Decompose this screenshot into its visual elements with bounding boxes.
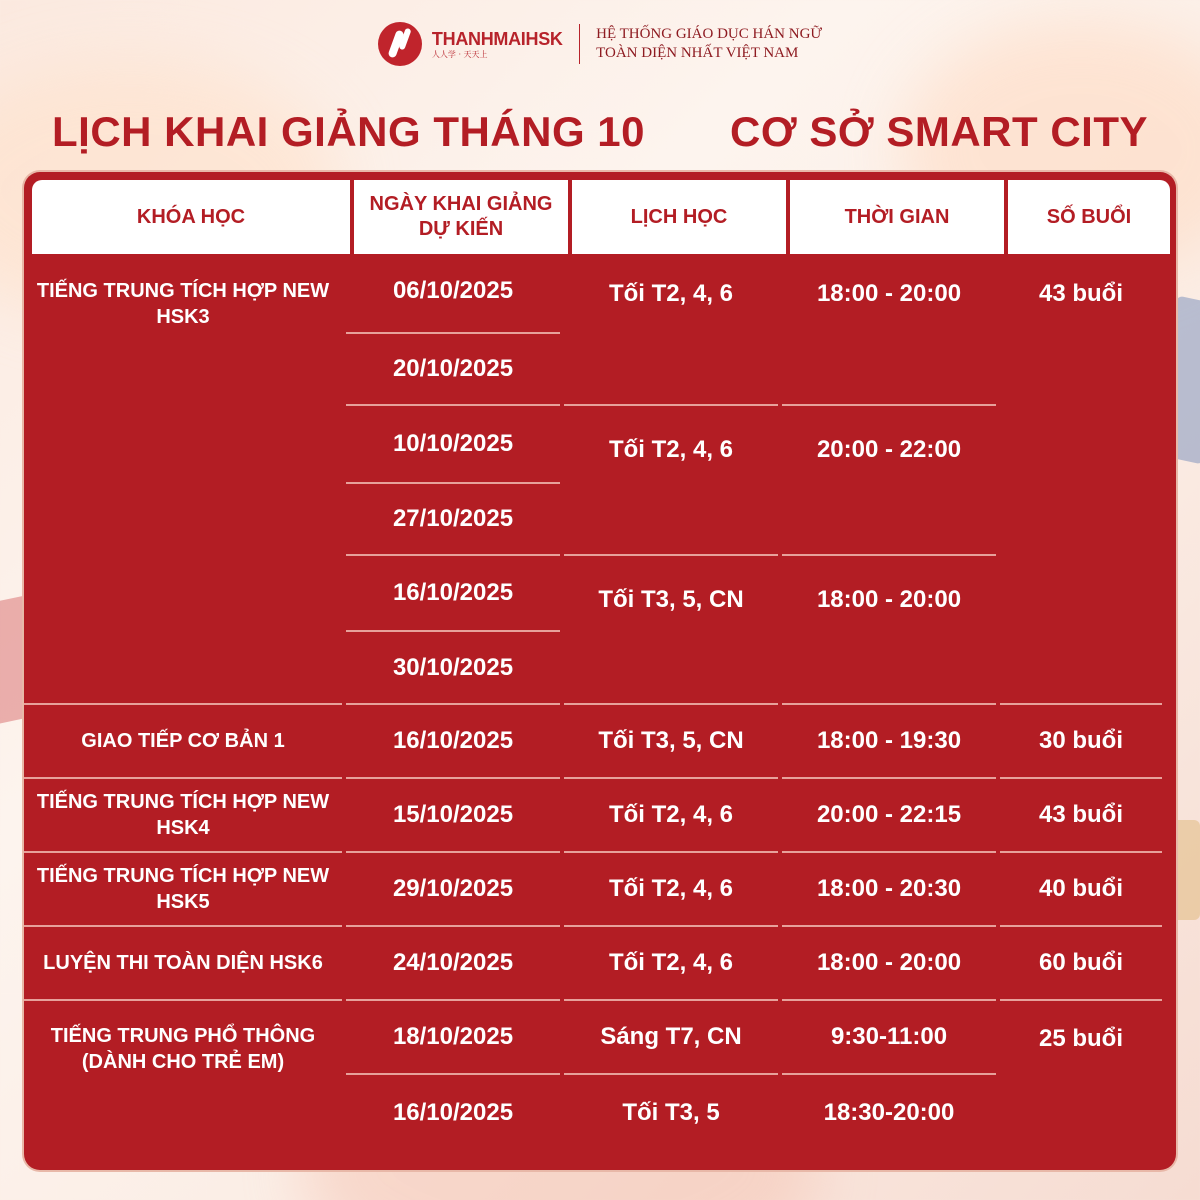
table-body bbox=[24, 250, 1176, 1170]
date-column bbox=[346, 250, 560, 1170]
tagline-line-1: HỆ THỐNG GIÁO DỤC HÁN NGỮ bbox=[596, 25, 823, 42]
tagline-line-2: TOÀN DIỆN NHẤT VIỆT NAM bbox=[596, 45, 799, 61]
header-start-date: NGÀY KHAI GIẢNG DỰ KIẾN bbox=[354, 180, 568, 254]
schedule-cell: Tối T3, 5, CN bbox=[598, 727, 744, 755]
time-cell: 18:00 - 20:00 bbox=[816, 586, 962, 613]
course-cell: LUYỆN THI TOÀN DIỆN HSK6 bbox=[43, 952, 323, 974]
schedule-cell: Tối T2, 4, 6 bbox=[608, 875, 734, 903]
schedule-cell: Tối T3, 5, CN bbox=[598, 586, 744, 613]
header-time: THỜI GIAN bbox=[790, 180, 1004, 254]
schedule-cell: Tối T2, 4, 6 bbox=[608, 949, 734, 977]
date-cell: 10/10/2025 bbox=[392, 430, 514, 458]
schedule-cell: Tối T2, 4, 6 bbox=[608, 801, 734, 829]
page-title: LỊCH KHAI GIẢNG THÁNG 10 bbox=[52, 108, 646, 155]
brand-name: THANHMAIHSK bbox=[431, 28, 563, 49]
sessions-cell: 40 buổi bbox=[1038, 875, 1123, 903]
course-cell: TIẾNG TRUNG PHỔ THÔNG (DÀNH CHO TRẺ EM) bbox=[50, 1025, 316, 1073]
time-cell: 18:00 - 20:30 bbox=[816, 875, 962, 903]
brand-block bbox=[432, 30, 563, 59]
header-schedule: LỊCH HỌC bbox=[572, 180, 786, 254]
course-cell: TIẾNG TRUNG TÍCH HỢP NEW HSK4 bbox=[36, 791, 330, 839]
schedule-column bbox=[564, 250, 778, 1170]
sessions-column bbox=[1000, 250, 1162, 1170]
date-cell: 24/10/2025 bbox=[392, 949, 514, 977]
date-cell: 29/10/2025 bbox=[392, 875, 514, 903]
campus-title: CƠ SỞ SMART CITY bbox=[730, 108, 1148, 155]
sessions-cell: 43 buổi bbox=[1038, 801, 1123, 829]
date-cell: 18/10/2025 bbox=[392, 1023, 514, 1051]
date-cell: 16/10/2025 bbox=[392, 727, 514, 755]
date-cell: 20/10/2025 bbox=[392, 355, 514, 383]
course-column bbox=[24, 250, 342, 1170]
time-cell: 18:00 - 20:00 bbox=[816, 949, 962, 977]
header-sessions: SỐ BUỔI bbox=[1008, 180, 1170, 254]
sessions-cell: 25 buổi bbox=[1038, 1025, 1123, 1052]
date-cell: 30/10/2025 bbox=[392, 653, 514, 681]
course-cell: TIẾNG TRUNG TÍCH HỢP NEW HSK5 bbox=[36, 865, 330, 913]
schedule-table bbox=[24, 172, 1176, 1170]
title-row bbox=[52, 108, 1148, 156]
sessions-cell: 60 buổi bbox=[1038, 949, 1123, 977]
time-cell: 18:00 - 19:30 bbox=[816, 727, 962, 755]
logo-icon bbox=[378, 22, 422, 66]
brand-header bbox=[0, 22, 1200, 66]
date-cell: 27/10/2025 bbox=[392, 505, 514, 533]
schedule-cell: Tối T2, 4, 6 bbox=[608, 436, 734, 463]
time-cell: 20:00 - 22:15 bbox=[816, 801, 962, 829]
sessions-cell: 43 buổi bbox=[1038, 280, 1123, 307]
time-cell: 9:30-11:00 bbox=[830, 1023, 948, 1051]
header-course: KHÓA HỌC bbox=[32, 180, 350, 254]
brand-motto: 人人学 · 天天上 bbox=[431, 49, 488, 59]
time-cell: 20:00 - 22:00 bbox=[816, 436, 962, 463]
schedule-cell: Tối T2, 4, 6 bbox=[608, 280, 734, 307]
tagline bbox=[596, 25, 822, 64]
header-divider bbox=[579, 24, 581, 64]
date-cell: 16/10/2025 bbox=[392, 579, 514, 607]
time-cell: 18:00 - 20:00 bbox=[816, 280, 962, 307]
date-cell: 06/10/2025 bbox=[392, 277, 514, 305]
sessions-cell: 30 buổi bbox=[1038, 727, 1123, 755]
date-cell: 15/10/2025 bbox=[392, 801, 514, 829]
schedule-cell: Tối T3, 5 bbox=[622, 1099, 720, 1127]
course-cell: TIẾNG TRUNG TÍCH HỢP NEW HSK3 bbox=[36, 280, 330, 328]
time-cell: 18:30-20:00 bbox=[823, 1099, 955, 1127]
course-cell: GIAO TIẾP CƠ BẢN 1 bbox=[81, 730, 285, 752]
date-cell: 16/10/2025 bbox=[392, 1099, 514, 1127]
schedule-cell: Sáng T7, CN bbox=[600, 1023, 742, 1051]
time-column bbox=[782, 250, 996, 1170]
